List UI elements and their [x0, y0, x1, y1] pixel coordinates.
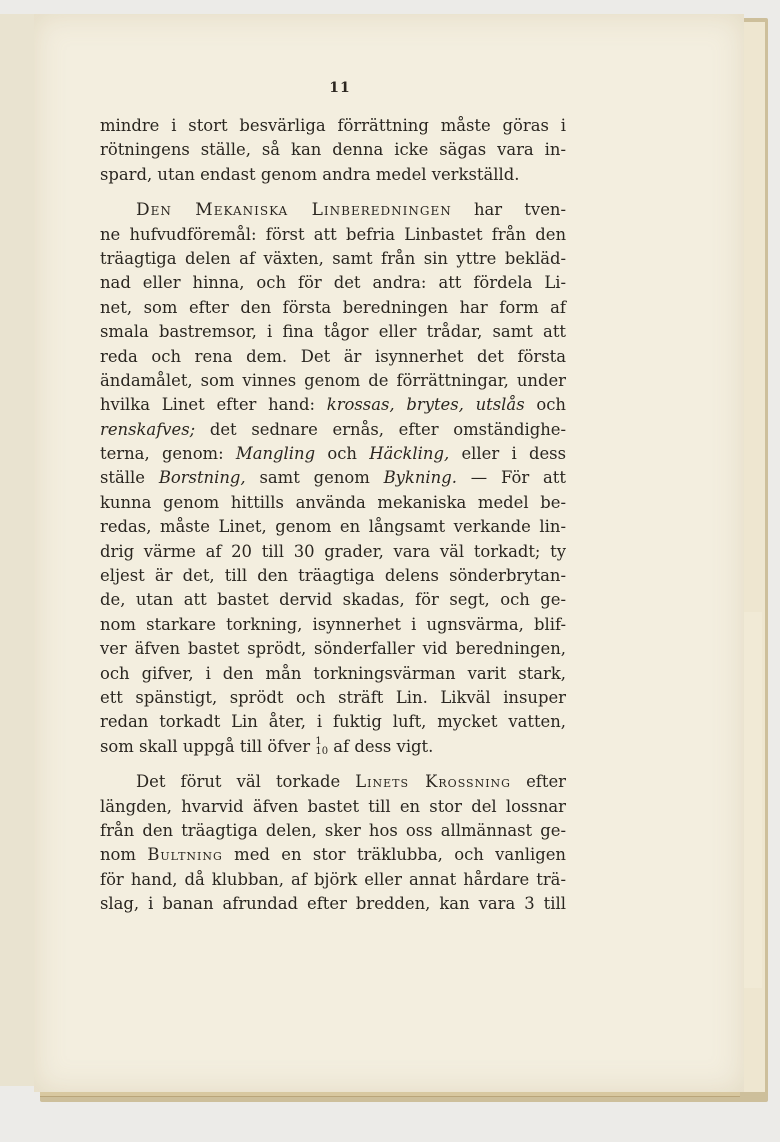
text-line: Den Mekaniska Linberedningen har tven-: [136, 200, 566, 221]
text-line: för hand, då klubban, af björk eller annat hårdare trä-: [100, 869, 566, 889]
text-line: slag, i banan afrundad efter bredden, kan vara 3 till: [100, 894, 566, 914]
text-line: som skall uppgå till öfver 1 10 af dess vigt.: [100, 736, 434, 758]
text-line: eljest är det, till den träagtiga delens sönderbrytan-: [100, 566, 566, 586]
text-line: ändamålet, som vinnes genom de förrättningar, under: [100, 370, 566, 390]
text-line: mindre i stort besvärliga förrättning måste göras i: [100, 116, 566, 135]
text-line: redas, måste Linet, genom en långsamt verkande lin-: [100, 517, 566, 537]
text-line: terna, genom: Mangling och Häckling, eller i dess: [100, 444, 566, 464]
text-line: från den träagtiga delen, sker hos oss allmännast ge-: [100, 820, 566, 840]
text-line: reda och rena dem. Det är isynnerhet det första: [100, 346, 566, 366]
text-line: spard, utan endast genom andra medel verkställd.: [100, 164, 520, 184]
text-line: drig värme af 20 till 30 grader, vara väl torkadt; ty: [100, 541, 566, 561]
text-line: nom starkare torkning, isynnerhet i ugnsvärma, blif-: [100, 614, 566, 634]
term-krossning: Linets Krossning: [355, 772, 511, 792]
text-line: kunna genom hittills använda mekaniska medel be-: [100, 492, 566, 512]
text-line: ver äfven bastet sprödt, sönderfaller vid beredningen,: [100, 639, 566, 659]
fraction: 1 10: [315, 736, 329, 758]
text-line: längden, hvarvid äfven bastet till en stor del lossnar: [100, 796, 566, 816]
text-line: renskafves; det sednare ernås, efter omständighe-: [100, 419, 566, 439]
section-heading: Den Mekaniska Linberedningen: [136, 200, 452, 221]
text-line: nad eller hinna, och för det andra: att fördela Li-: [100, 273, 566, 293]
text-line: Det förut väl torkade Linets Krossning efter: [136, 772, 566, 792]
text-line: smala bastremsor, i fina tågor eller trådar, samt att: [100, 322, 566, 342]
text-line: rötningens ställe, så kan denna icke sägas vara in-: [100, 140, 566, 160]
text-line: ställe Borstning, samt genom Bykning. — För att: [100, 468, 566, 488]
text-line: hvilka Linet efter hand: krossas, brytes, utslås och: [100, 395, 566, 415]
text-line: träagtiga delen af växten, samt från sin yttre bekläd-: [100, 248, 566, 268]
text-line: de, utan att bastet dervid skadas, för segt, och ge-: [100, 590, 566, 610]
page-number: 11: [329, 80, 351, 96]
term-bultning: Bultning: [147, 845, 223, 865]
body-text: [100, 114, 566, 917]
text-line: redan torkadt Lin åter, i fuktig luft, mycket vatten,: [100, 712, 566, 732]
facing-page-edge: [0, 14, 35, 1086]
text-line: och gifver, i den mån torkningsvärman varit stark,: [100, 663, 566, 683]
text-line: net, som efter den första beredningen har form af: [100, 297, 566, 317]
text-line: nom Bultning med en stor träklubba, och vanligen: [100, 845, 566, 865]
text-line: ne hufvudföremål: först att befria Linbastet från den: [100, 224, 566, 244]
text-line: ett spänstigt, sprödt och sträft Lin. Likväl insuper: [100, 687, 566, 707]
